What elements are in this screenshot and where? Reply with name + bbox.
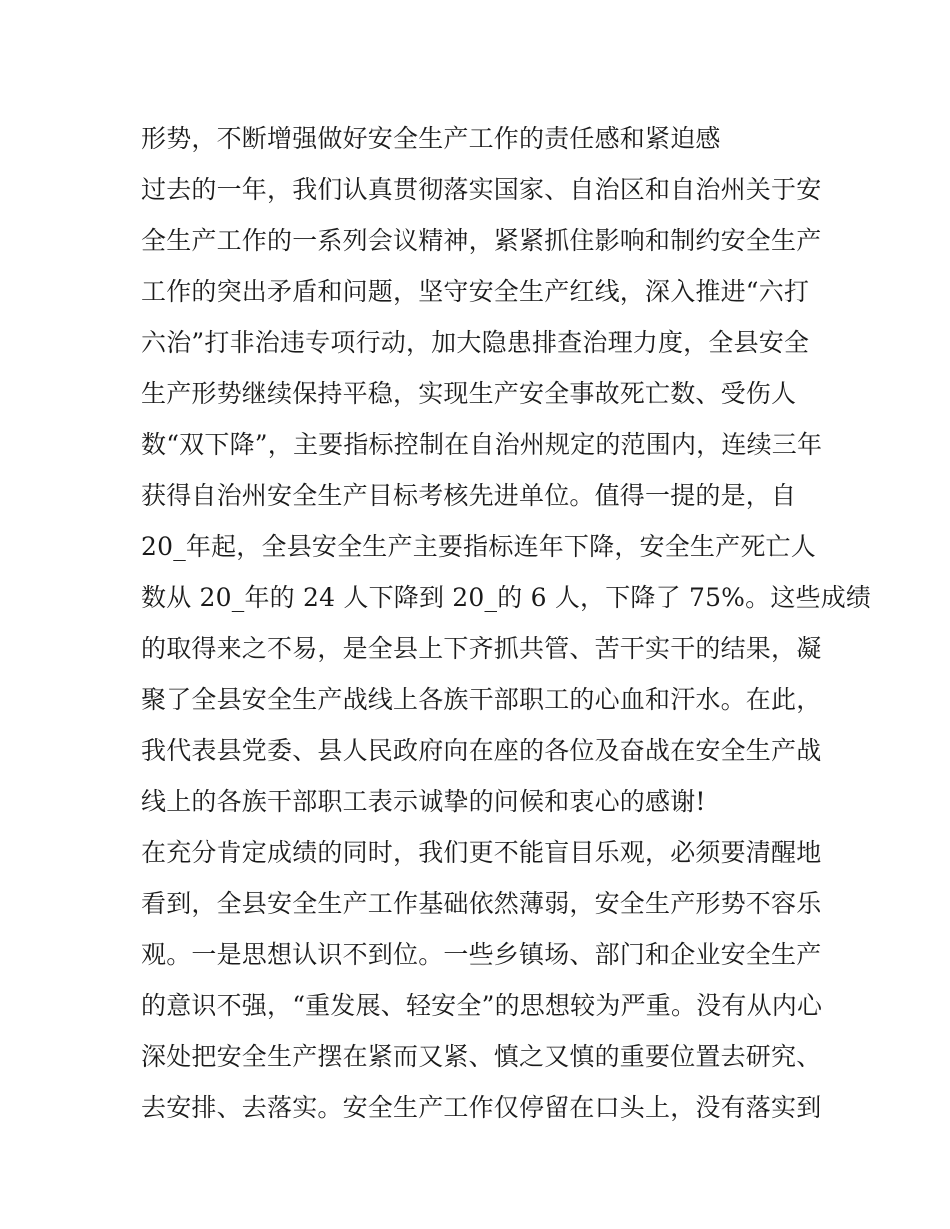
text-line: 数从 20_年的 24 人下降到 20_的 6 人，下降了 75%。这些成绩 — [141, 583, 872, 612]
text-line: 六治”打非治违专项行动，加大隐患排查治理力度，全县安全 — [141, 328, 810, 357]
text-line: 过去的一年，我们认真贯彻落实国家、自治区和自治州关于安 — [141, 175, 822, 204]
text-line: 20_年起，全县安全生产主要指标连年下降，安全生产死亡人 — [141, 532, 816, 561]
text-line: 看到，全县安全生产工作基础依然薄弱，安全生产形势不容乐 — [141, 889, 822, 918]
text-line: 数“双下降”，主要指标控制在自治州规定的范围内，连续三年 — [141, 430, 823, 459]
text-line: 线上的各族干部职工表示诚挚的问候和衷心的感谢! — [141, 787, 706, 816]
text-line: 工作的突出矛盾和问题，坚守安全生产红线，深入推进“六打 — [141, 277, 810, 306]
body-text — [141, 113, 872, 1133]
text-line: 生产形势继续保持平稳，实现生产安全事故死亡数、受伤人 — [141, 379, 797, 408]
text-line: 在充分肯定成绩的同时，我们更不能盲目乐观，必须要清醒地 — [141, 838, 822, 867]
text-line: 获得自治州安全生产目标考核先进单位。值得一提的是，自 — [141, 481, 797, 510]
text-line: 全生产工作的一系列会议精神，紧紧抓住影响和制约安全生产 — [141, 226, 822, 255]
text-line: 观。一是思想认识不到位。一些乡镇场、部门和企业安全生产 — [141, 940, 822, 969]
text-line: 聚了全县安全生产战线上各族干部职工的心血和汗水。在此， — [141, 685, 822, 714]
text-line: 我代表县党委、县人民政府向在座的各位及奋战在安全生产战 — [141, 736, 822, 765]
text-line: 深处把安全生产摆在紧而又紧、慎之又慎的重要位置去研究、 — [141, 1042, 822, 1071]
text-line: 形势，不断增强做好安全生产工作的责任感和紧迫感 — [141, 124, 721, 153]
text-line: 去安排、去落实。安全生产工作仅停留在口头上，没有落实到 — [141, 1093, 822, 1122]
text-line: 的取得来之不易，是全县上下齐抓共管、苦干实干的结果，凝 — [141, 634, 822, 663]
text-line: 的意识不强，“重发展、轻安全”的思想较为严重。没有从内心 — [141, 991, 823, 1020]
